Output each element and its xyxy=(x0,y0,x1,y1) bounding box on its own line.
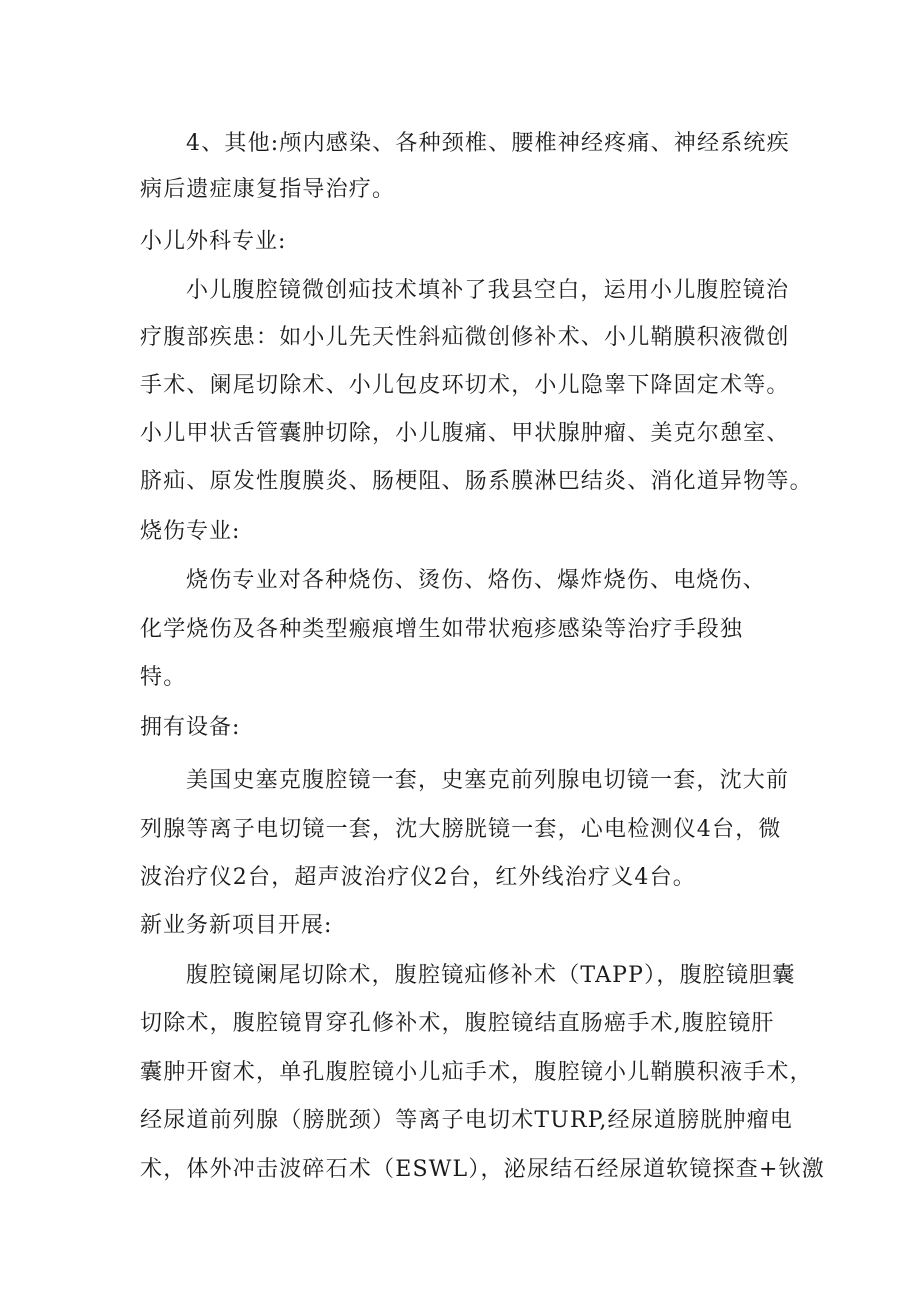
paragraph-line: 烧伤专业对各种烧伤、烫伤、烙伤、爆炸烧伤、电烧伤、 xyxy=(186,568,767,593)
section-heading-pediatric-surgery: 小儿外科专业: xyxy=(140,229,287,254)
paragraph-line: 手术、阑尾切除术、小儿包皮环切术，小儿隐睾下降固定术等。 xyxy=(140,373,790,398)
paragraph-line: 切除术，腹腔镜胃穿孔修补术，腹腔镜结直肠癌手术,腹腔镜肝 xyxy=(140,1011,775,1036)
paragraph-line: 列腺等离子电切镜一套，沈大膀胱镜一套，心电检测仪4台，微 xyxy=(140,817,782,842)
paragraph-line: 小儿甲状舌管囊肿切除，小儿腹痛、甲状腺肿瘤、美克尔憩室、 xyxy=(140,421,790,446)
paragraph-line: 波治疗仪2台，超声波治疗仪2台，红外线治疗义4台。 xyxy=(140,865,696,890)
paragraph-line: 病后遗症康复指导治疗。 xyxy=(140,177,396,202)
paragraph-line: 4、其他:颅内感染、各种颈椎、腰椎神经疼痛、神经系统疾 xyxy=(186,131,790,156)
paragraph-line: 经尿道前列腺（膀胱颈）等离子电切术TURP,经尿道膀胱肿瘤电 xyxy=(140,1108,794,1133)
section-heading-new-projects: 新业务新项目开展: xyxy=(140,913,333,938)
paragraph-line: 术，体外冲击波碎石术（ESWL），泌尿结石经尿道软镜探查+钬激 xyxy=(140,1157,825,1182)
paragraph-line: 特。 xyxy=(140,665,187,690)
paragraph-line: 腹腔镜阑尾切除术，腹腔镜疝修补术（TAPP），腹腔镜胆囊 xyxy=(186,963,796,988)
section-heading-equipment: 拥有设备: xyxy=(140,715,241,740)
paragraph-line: 脐疝、原发性腹膜炎、肠梗阻、肠系膜淋巴结炎、消化道异物等。 xyxy=(140,469,813,494)
paragraph-line: 美国史塞克腹腔镜一套，史塞克前列腺电切镜一套，沈大前 xyxy=(186,768,790,793)
section-heading-burns: 烧伤专业: xyxy=(140,519,241,544)
paragraph-line: 囊肿开窗术，单孔腹腔镜小儿疝手术，腹腔镜小儿鞘膜积液手术， xyxy=(140,1060,813,1085)
paragraph-line: 小儿腹腔镜微创疝技术填补了我县空白，运用小儿腹腔镜治 xyxy=(186,278,790,303)
paragraph-line: 疗腹部疾患：如小儿先天性斜疝微创修补术、小儿鞘膜积液微创 xyxy=(140,325,790,350)
paragraph-line: 化学烧伤及各种类型瘢痕增生如带状疱疹感染等治疗手段独 xyxy=(140,617,744,642)
